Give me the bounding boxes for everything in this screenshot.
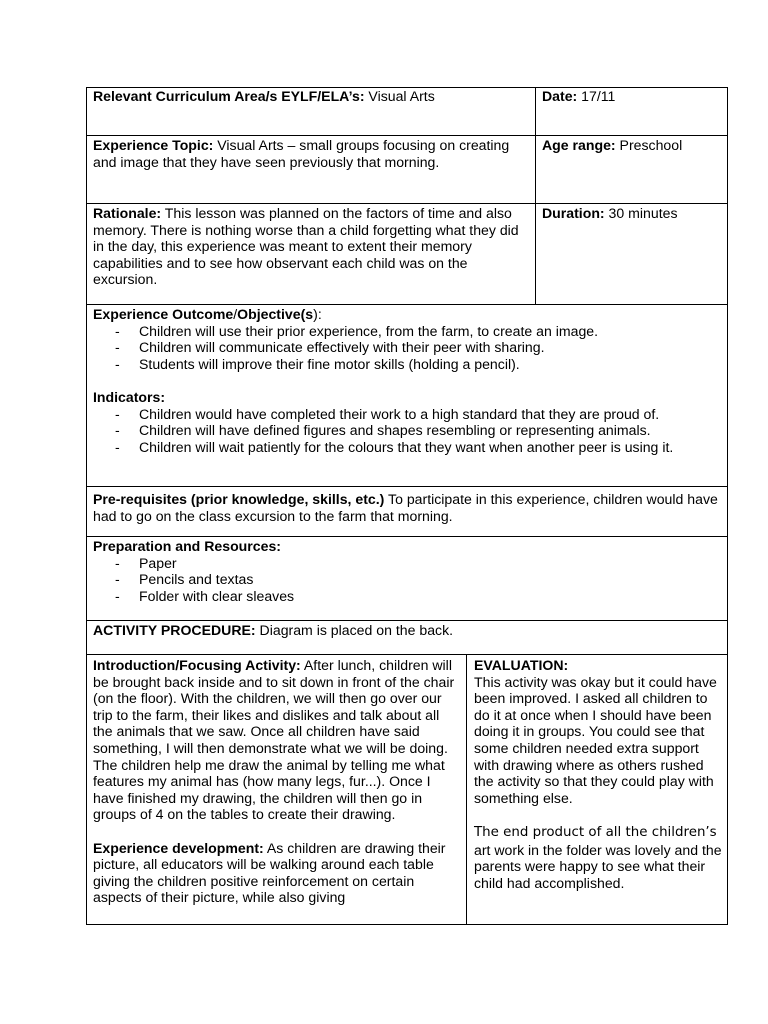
topic-value: Visual Arts – small groups focusing on creating and image that they have seen previously that morning. <box>93 137 510 170</box>
topic-label: Experience Topic: <box>93 137 214 153</box>
outcomes-heading: Experience Outcome/Objective(s): <box>93 306 322 322</box>
duration-cell <box>542 205 722 222</box>
list-item: - Children will use their prior experience, from the farm, to create an image. <box>139 323 721 340</box>
prerequisites-value: To participate in this experience, children would have had to go on the class excursion to the farm that morning. <box>93 491 718 524</box>
list-item: - Children would have completed their work to a high standard that they are proud of. <box>139 406 721 423</box>
table-right-border <box>727 87 728 925</box>
list-item: - Children will communicate effectively with their peer with sharing. <box>139 339 721 356</box>
experience-development-label: Experience development: <box>93 839 264 856</box>
experience-development-text: As children are drawing their picture, all educators will be walking around each table giving the children positive reinforcement on certain aspects of their picture, while also giving <box>93 839 446 906</box>
duration-value: 30 minutes <box>604 205 678 221</box>
rationale-value: This lesson was planned on the factors of time and also memory. There is nothing worse than a child forgetting what they did in the day, this experience was meant to extent their memory capabilities and to see how observant each child was on the excursion. <box>93 205 519 288</box>
list-item: - Folder with clear sleaves <box>139 588 721 605</box>
table-left-border <box>86 87 87 925</box>
rationale-cell <box>93 205 529 288</box>
rationale-label: Rationale: <box>93 205 162 221</box>
row-divider <box>86 620 728 621</box>
list-item: - Students will improve their fine motor skills (holding a pencil). <box>139 356 721 373</box>
column-divider <box>535 87 536 305</box>
indicators-list <box>93 406 721 456</box>
list-item: - Children will have defined figures and shapes resembling or representing animals. <box>139 422 721 439</box>
curriculum-cell <box>93 88 529 105</box>
row-divider <box>86 536 728 537</box>
introduction-cell <box>93 657 461 923</box>
column-divider <box>466 654 467 925</box>
topic-cell <box>93 137 529 170</box>
age-range-cell <box>542 137 722 154</box>
introduction-text: After lunch, children will be brought back inside and to sit down in front of the chair (on the floor). With the children, we will then go over our trip to the farm, their likes and dislikes and talk about all the animals that we saw. Once all children have said something, I will then demonstrate what we will be doing. The children help me draw the animal by telling me what features my animal has (how many legs, fur...). Once I have finished my drawing, the children will then go in groups of 4 on the tables to create their drawing. <box>93 657 455 823</box>
evaluation-text: This activity was okay but it could have been improved. I asked all children to do it at once when I should have been doing it in groups. You could see that some children needed extra support with drawing where as others rushed the activity so that they could play with something else. <box>474 673 717 806</box>
introduction-label: Introduction/Focusing Activity: <box>93 657 301 673</box>
resources-list <box>93 555 721 605</box>
outcomes-cell <box>93 306 721 455</box>
row-divider <box>86 304 728 305</box>
date-label: Date: <box>542 88 578 104</box>
procedure-cell <box>93 622 721 639</box>
preparation-label: Preparation and Resources: <box>93 538 281 554</box>
table-bottom-border <box>86 924 728 925</box>
list-item: - Paper <box>139 555 721 572</box>
curriculum-label: Relevant Curriculum Area/s EYLF/ELA’s: <box>93 88 365 104</box>
age-range-value: Preschool <box>615 137 683 153</box>
procedure-label: ACTIVITY PROCEDURE: <box>93 622 256 638</box>
row-divider <box>86 135 728 136</box>
row-divider <box>86 486 728 487</box>
list-item: - Children will wait patiently for the colours that they want when another peer is using it. <box>139 439 721 456</box>
row-divider <box>86 654 728 655</box>
evaluation-conclusion: The end product of all the children’s art work in the folder was lovely and the parents were happy to see what their child had accomplished. <box>474 824 722 891</box>
indicators-label: Indicators: <box>93 388 166 405</box>
outcomes-list <box>93 323 721 373</box>
evaluation-label: EVALUATION: <box>474 657 569 673</box>
evaluation-cell <box>474 657 723 891</box>
preparation-cell <box>93 538 721 604</box>
date-cell <box>542 88 722 105</box>
curriculum-value: Visual Arts <box>364 88 435 104</box>
prerequisites-cell <box>93 491 721 524</box>
procedure-value: Diagram is placed on the back. <box>255 622 454 638</box>
list-item: - Pencils and textas <box>139 571 721 588</box>
row-divider <box>86 203 728 204</box>
date-value: 17/11 <box>577 88 616 104</box>
duration-label: Duration: <box>542 205 605 221</box>
prerequisites-label: Pre-requisites (prior knowledge, skills, etc.) <box>93 491 385 507</box>
age-range-label: Age range: <box>542 137 616 153</box>
